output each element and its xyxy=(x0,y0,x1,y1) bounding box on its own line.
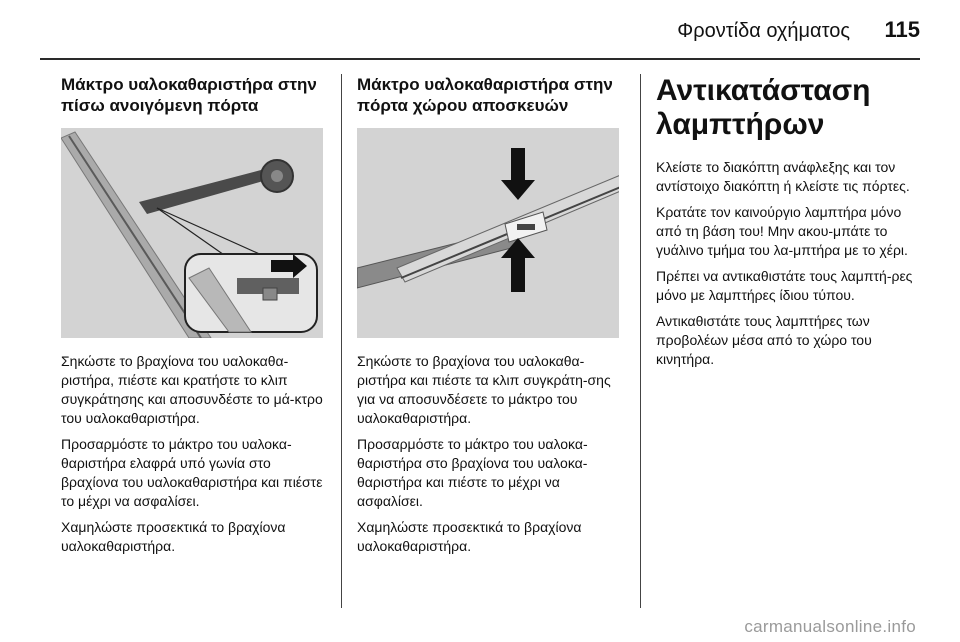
rear-wiper-drawing xyxy=(61,128,323,338)
section-title-line: Μάκτρο υαλοκαθαριστήρα στην xyxy=(357,75,613,94)
paragraph: Σηκώστε το βραχίονα του υαλοκαθα-ριστήρα, πιέστε και κρατήστε το κλιπ συγκράτησης και αποσυνδέστε το μά-κτρο του υαλοκαθαριστήρα. xyxy=(61,353,323,426)
section-title-line: Μάκτρο υαλοκαθαριστήρα στην xyxy=(61,75,317,94)
section-title xyxy=(61,74,323,116)
column-divider xyxy=(341,74,342,608)
watermark: carmanualsonline.info xyxy=(744,617,916,636)
paragraph: Προσαρμόστε το μάκτρο του υαλοκα-θαριστήρα ελαφρά υπό γωνία στο βραχίονα του υαλοκαθαριστήρα και πιέστε το μέχρι να ασφαλίσει. xyxy=(61,436,323,509)
column-tailgate-wiper xyxy=(357,74,623,563)
paragraph: Προσαρμόστε το μάκτρο του υαλοκα-θαριστήρα στο βραχίονα του υαλοκα-θαριστήρα και πιέστε το μέχρι να ασφαλίσει. xyxy=(357,436,588,509)
paragraph: Χαμηλώστε προσεκτικά το βραχίονα υαλοκαθαριστήρα. xyxy=(357,519,582,554)
column-divider xyxy=(640,74,641,608)
page-number: 115 xyxy=(884,17,920,42)
rear-wiper-illustration xyxy=(61,128,323,338)
section-heading-line: Αντικατάσταση xyxy=(656,74,871,107)
section-title xyxy=(357,74,623,116)
paragraph: Πρέπει να αντικαθιστάτε τους λαμπτή-ρες μόνο με λαμπτήρες ίδιου τύπου. xyxy=(656,268,913,303)
paragraph: Κρατάτε τον καινούργιο λαμπτήρα μόνο από τη βάση του! Μην ακου-μπάτε το γυάλινο τμήμα του λα-μπτήρα με το χέρι. xyxy=(656,204,908,258)
column-rear-door-wiper xyxy=(61,74,323,563)
tailgate-wiper-drawing xyxy=(357,128,619,338)
tailgate-wiper-illustration xyxy=(357,128,619,338)
section-title-line: πίσω ανοιγόμενη πόρτα xyxy=(61,96,259,115)
section-title-line: πόρτα χώρου αποσκευών xyxy=(357,96,569,115)
header-title: Φροντίδα οχήματος xyxy=(677,20,850,42)
paragraph: Κλείστε το διακόπτη ανάφλεξης και τον αντίστοιχο διακόπτη ή κλείστε τις πόρτες. xyxy=(656,159,910,194)
paragraph: Σηκώστε το βραχίονα του υαλοκαθα-ριστήρα και πιέστε τα κλιπ συγκράτη-σης για να αποσυνδέσετε το μάκτρο του υαλοκαθαριστήρα. xyxy=(357,353,611,426)
column-bulb-replacement xyxy=(656,74,926,376)
header-rule xyxy=(40,58,920,60)
paragraph: Αντικαθιστάτε τους λαμπτήρες των προβολέων μέσα από το χώρο του κινητήρα. xyxy=(656,313,872,367)
page-header xyxy=(0,0,960,60)
section-heading-line: λαμπτήρων xyxy=(656,108,825,141)
section-heading xyxy=(656,74,926,142)
paragraph: Χαμηλώστε προσεκτικά το βραχίονα υαλοκαθαριστήρα. xyxy=(61,519,286,554)
